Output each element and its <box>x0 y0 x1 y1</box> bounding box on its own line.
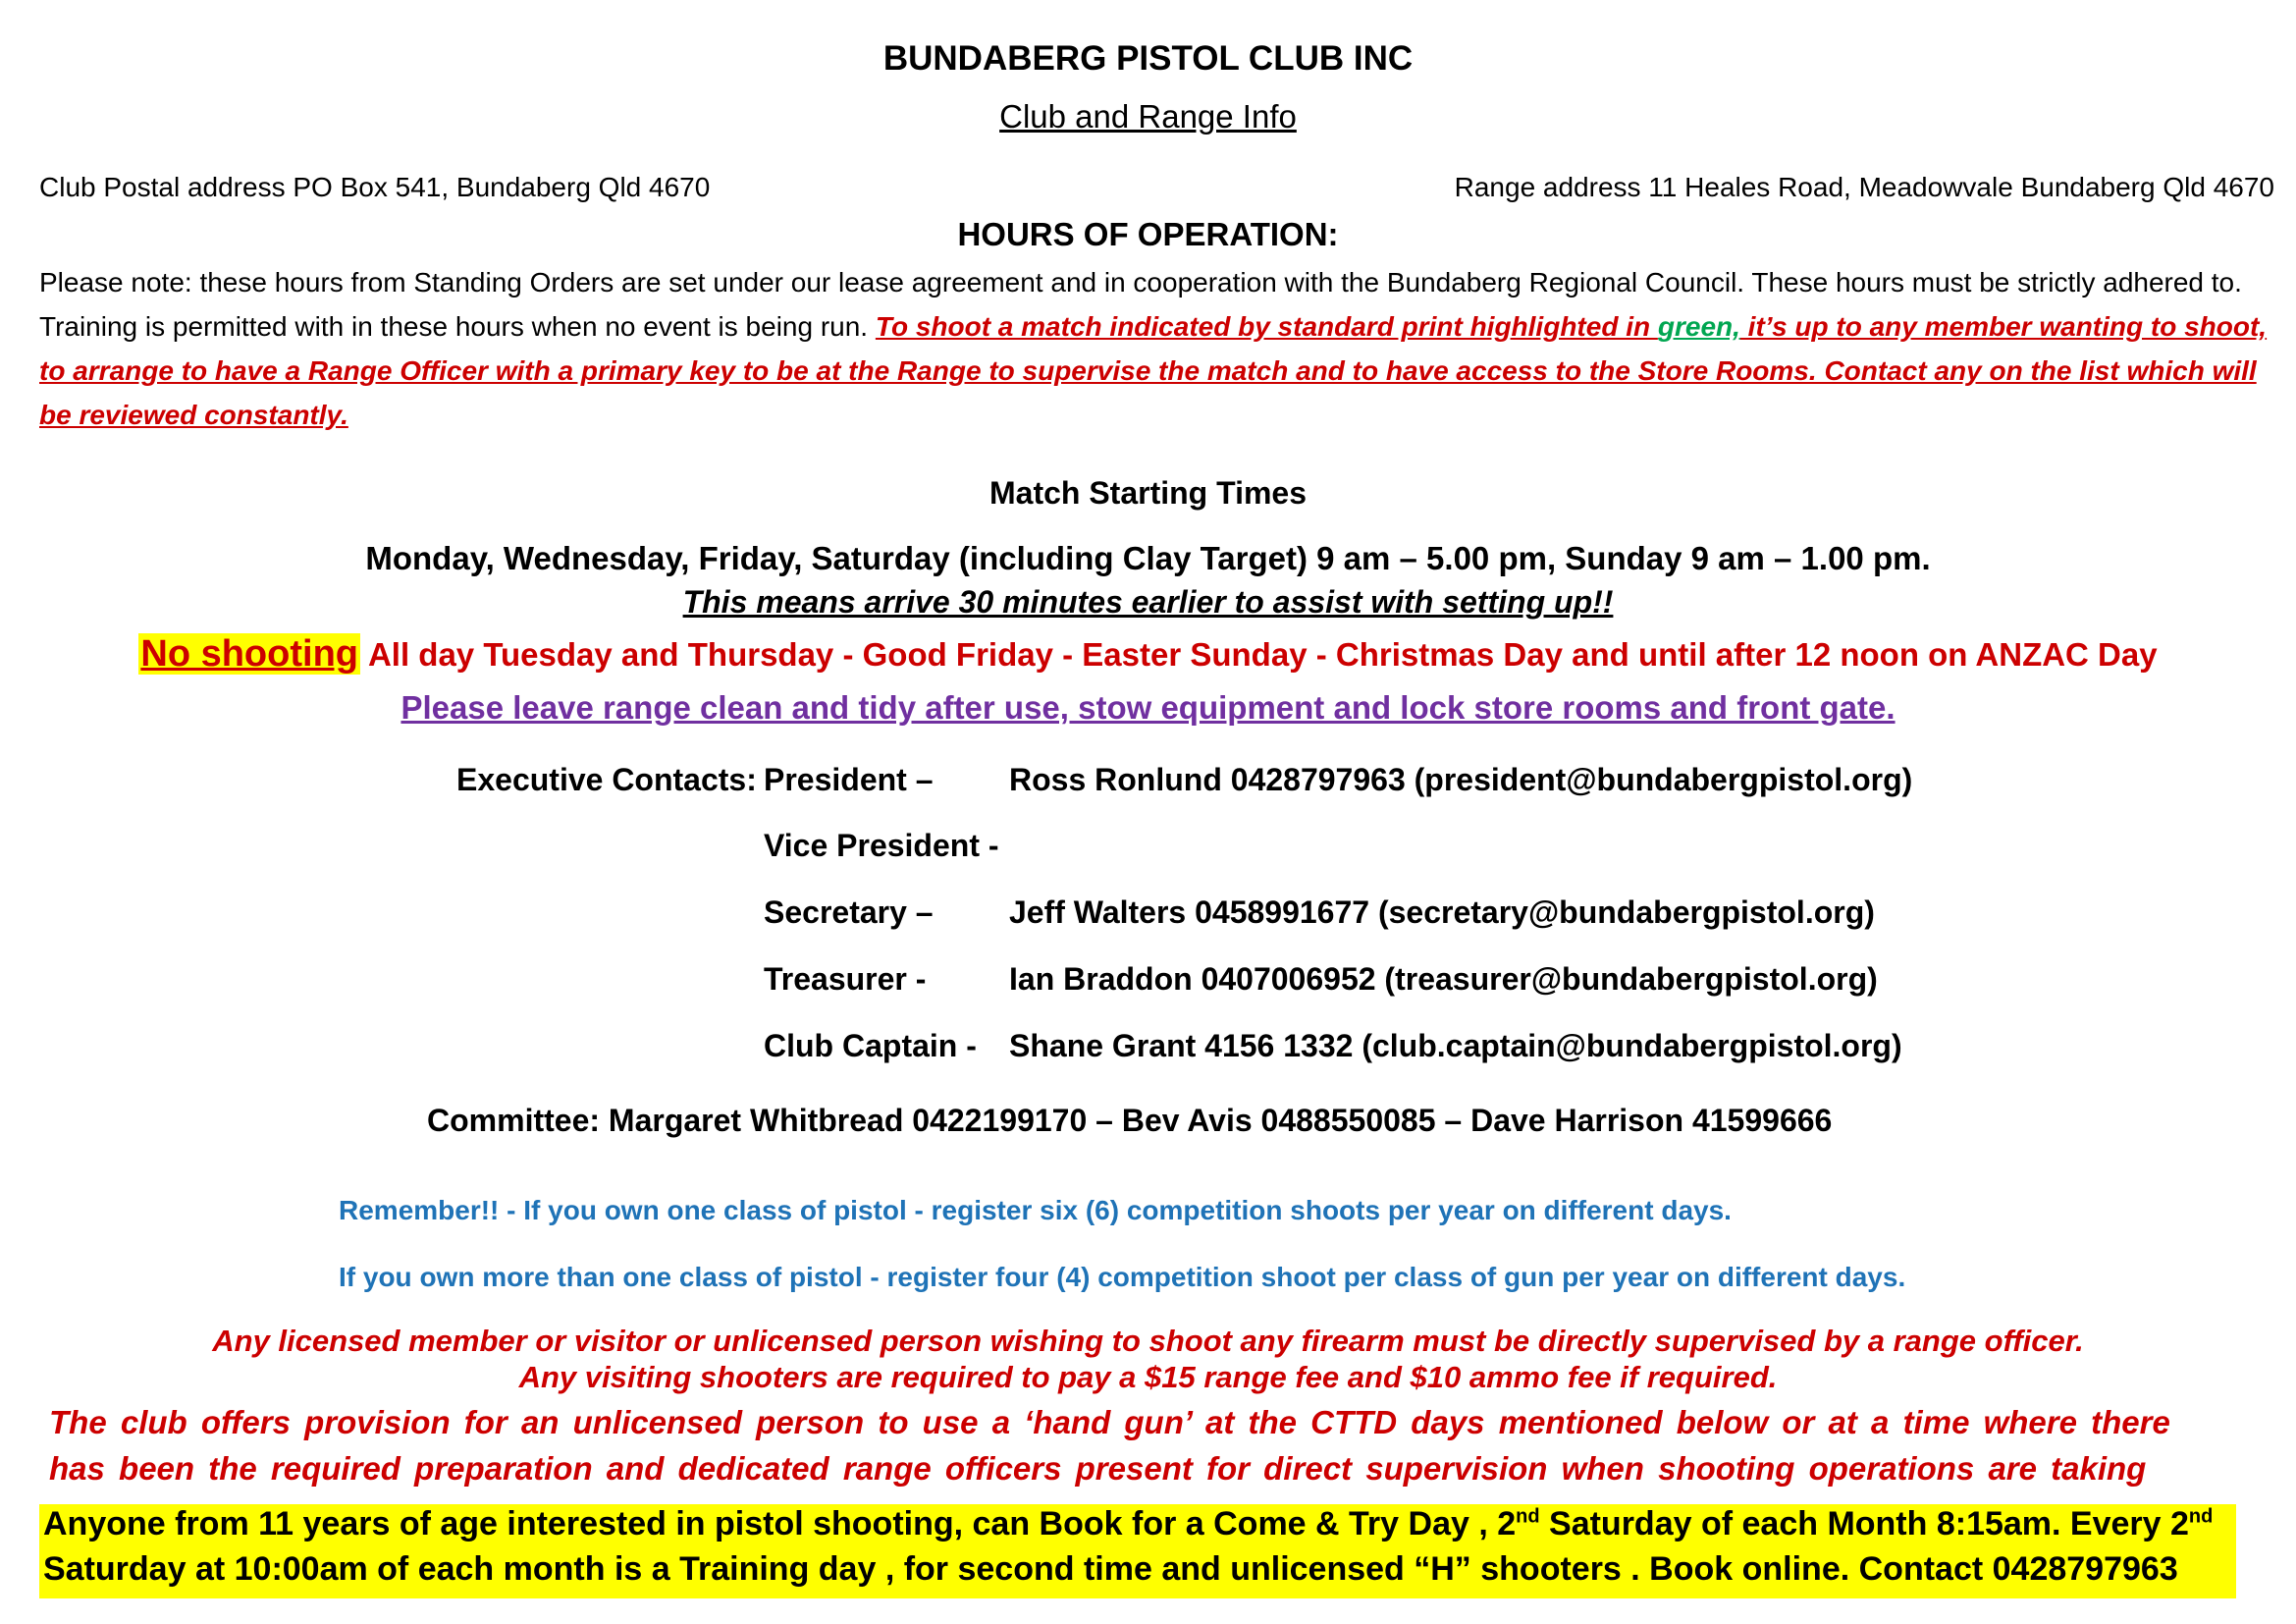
contact-person: Jeff Walters 0458991677 (secretary@bundabergpistol.org) <box>1009 894 1875 930</box>
contact-role: Secretary – <box>764 894 934 930</box>
come-try-line <box>43 1505 2213 1543</box>
contact-role: Club Captain - <box>764 1028 977 1063</box>
hours-text-plain: Please note: these hours from Standing Orders are set under our lease agreement and in cooperation with the Bundaberg Regional Council. These hours must be strictly adhered to. Training is permitted with in these hours when no event is being run. <box>39 267 2242 342</box>
ordinal-suffix: nd <box>1516 1505 1540 1528</box>
executive-label: Executive Contacts: <box>456 762 757 797</box>
leave-notice: Please leave range clean and tidy after use, stow equipment and lock store rooms and front gate. <box>400 689 1896 726</box>
match-heading: Match Starting Times <box>988 475 1308 511</box>
ordinal-suffix: nd <box>2188 1505 2214 1528</box>
no-shooting-text: All day Tuesday and Thursday - Good Friday - Easter Sunday - Christmas Day and until after 12 noon on ANZAC Day <box>360 636 2158 673</box>
remember-note: If you own more than one class of pistol - register four (4) competition shoot per class of gun per year on different days. <box>339 1262 1906 1292</box>
page-title: BUNDABERG PISTOL CLUB INC <box>882 39 1414 78</box>
match-times: Monday, Wednesday, Friday, Saturday (including Clay Target) 9 am – 5.00 pm, Sunday 9 am – 1.00 pm. <box>365 540 1931 576</box>
contact-person: Shane Grant 4156 1332 (club.captain@bundabergpistol.org) <box>1009 1028 1902 1063</box>
licensed-notice: Any licensed member or visitor or unlicensed person wishing to shoot any firearm must be directly supervised by a range officer. <box>212 1324 2084 1358</box>
committee-line: Committee: Margaret Whitbread 0422199170 – Bev Avis 0488550085 – Dave Harrison 41599666 <box>427 1103 1833 1138</box>
hours-paragraph <box>39 260 2272 437</box>
arrive-notice: This means arrive 30 minutes earlier to assist with setting up!! <box>682 584 1614 620</box>
licensed-notice: Any visiting shooters are required to pay a $15 range fee and $10 ammo fee if required. <box>518 1360 1778 1394</box>
contact-person: Ross Ronlund 0428797963 (president@bundabergpistol.org) <box>1009 762 1913 797</box>
offers-notice: The club offers provision for an unlicensed person to use a ‘hand gun’ at the CTTD days mentioned below or at a time where there <box>49 1404 2170 1440</box>
range-address: Range address 11 Heales Road, Meadowvale Bundaberg Qld 4670 <box>1454 172 2274 202</box>
hours-text-red-2: it’s up to any member wanting to shoot, to arrange to have a Range Officer with a primary key to be at the Range to supervise the match and to have access to the Store Rooms. Contact any on the list which will be reviewed constantly. <box>39 311 2268 430</box>
no-shooting-label: No shooting <box>140 633 358 675</box>
come-try-line: Saturday at 10:00am of each month is a Training day , for second time and unlicensed “H” shooters . Book online. Contact 0428797963 <box>43 1550 2178 1588</box>
hours-heading: HOURS OF OPERATION: <box>957 216 1339 252</box>
page-subtitle: Club and Range Info <box>999 98 1297 135</box>
remember-note: Remember!! - If you own one class of pistol - register six (6) competition shoots per year on different days. <box>339 1195 1732 1225</box>
hours-text-red-1: To shoot a match indicated by standard print highlighted in <box>875 311 1658 342</box>
contact-role: Treasurer - <box>764 961 927 997</box>
hours-text-green: green, <box>1657 311 1740 342</box>
come-try-text: Saturday of each Month 8:15am. Every 2 <box>1539 1505 2189 1543</box>
postal-address: Club Postal address PO Box 541, Bundaberg Qld 4670 <box>39 172 711 202</box>
contact-person: Ian Braddon 0407006952 (treasurer@bundabergpistol.org) <box>1009 961 1878 997</box>
contact-role: Vice President - <box>764 828 999 863</box>
offers-notice: has been the required preparation and dedicated range officers present for direct supervision when shooting operations are taking <box>49 1450 2147 1487</box>
no-shooting-line <box>0 633 2296 676</box>
come-try-text: Anyone from 11 years of age interested in pistol shooting, can Book for a Come & Try Day , 2 <box>43 1505 1517 1543</box>
contact-role: President – <box>764 762 934 797</box>
